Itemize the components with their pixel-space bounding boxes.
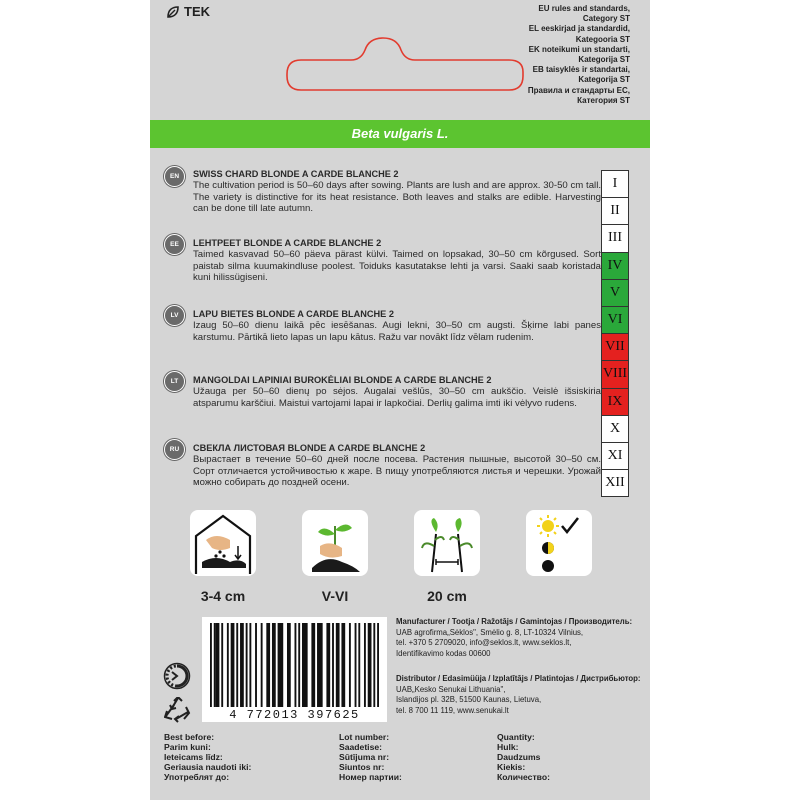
barcode-bar [377, 623, 379, 707]
barcode-bar [302, 623, 308, 707]
barcode-bars [202, 617, 387, 721]
planting-time-label: V-VI [321, 588, 349, 604]
lot-number-label: Saadetise: [339, 742, 382, 752]
brand-logo [166, 4, 210, 19]
lang-badge-lv: LV [164, 305, 185, 326]
quantity-label: Quantity: [497, 732, 535, 742]
barcode-bar [368, 623, 372, 707]
standards-line: Kategooria ST [575, 34, 630, 44]
quantity-label: Количество: [497, 772, 550, 782]
standards-line: Kategorija ST [578, 55, 630, 65]
barcode-bar [326, 623, 330, 707]
barcode-bar [317, 623, 323, 707]
barcode-bar [240, 623, 244, 707]
barcode-bar [364, 623, 366, 707]
barcode-bar [287, 623, 291, 707]
best-before-label: Parim kuni: [164, 742, 211, 752]
description-ru [193, 442, 601, 489]
distributor-line: UAB„Kesko Senukai Lithuania", [396, 684, 506, 694]
manufacturer-info [396, 617, 632, 660]
section-body: Вырастает в течение 50–60 дней после посева. Растения пышные, высотой 30–50 см. Сорт отличается устойчивостью к жаре. В пищу употребляются листья и черешки. Урожай можно собирать до поздней осени. [193, 454, 601, 489]
barcode-number: 4 772013 397625 [202, 708, 387, 722]
manufacturer-line: UAB agrofirma„Sėklos", Smėlio g. 8, LT-10324 Vilnius, [396, 627, 584, 637]
barcode-bar [266, 623, 270, 707]
section-body: Užauga per 50–60 dienų po sėjos. Augalai vešlūs, 30–50 cm aukščio. Veislė išsiskiria atsparumu karščiui. Maistui vartojami lapai ir lapkočiai. Derlių galima imti iki vėlyvo rudens. [193, 386, 601, 409]
description-lv [193, 308, 601, 343]
standards-line: Kategorija ST [578, 75, 630, 85]
section-title: LEHTPEET BLONDE A CARDE BLANCHE 2 [193, 238, 382, 248]
manufacturer-line: tel. +370 5 2709020, info@seklos.lt, www.seklos.lt, [396, 638, 572, 648]
recycle-icon [164, 697, 192, 723]
section-title: СВЕКЛА ЛИСТОВАЯ BLONDE A CARDE BLANCHE 2 [193, 443, 426, 453]
lot-number-label: Номер партии: [339, 772, 402, 782]
section-title: MANGOLDAI LAPINIAI BUROKĖLIAI BLONDE A CARDE BLANCHE 2 [193, 375, 492, 385]
barcode-bar [227, 623, 229, 707]
month-cell-sow: VI [601, 307, 629, 334]
barcode-bar [358, 623, 360, 707]
planting-time-icon [302, 510, 368, 576]
barcode-bar [311, 623, 315, 707]
standards-line: EK noteikumi un standarti, [528, 44, 630, 54]
best-before-label: Best before: [164, 732, 215, 742]
barcode-bar [214, 623, 216, 707]
manufacturer-heading: Manufacturer / Tootja / Ražotājs / Gamintojas / Производитель: [396, 617, 633, 626]
section-title: SWISS CHARD BLONDE A CARDE BLANCHE 2 [193, 169, 399, 179]
sowing-depth-label: 3-4 cm [200, 588, 246, 604]
lang-badge-ee: EE [164, 234, 185, 255]
quantity-label: Hulk: [497, 742, 519, 752]
barcode-bar [355, 623, 357, 707]
lot-number-label: Sūtījuma nr: [339, 752, 390, 762]
month-cell-harvest: IX [601, 389, 629, 416]
distributor-info [396, 674, 641, 717]
brand-name: TEK [184, 4, 210, 19]
barcode-bar [272, 623, 276, 707]
plant-spacing-label: 20 cm [427, 588, 467, 604]
leaf-logo-icon [166, 5, 180, 19]
description-en [193, 168, 601, 215]
standards-line: Category ST [582, 14, 630, 24]
lang-badge-lt: LT [164, 371, 185, 392]
month-cell: XI [601, 443, 629, 470]
manufacturer-line: Identifikavimo kodas 00600 [396, 649, 491, 659]
standards-line: Категория ST [577, 95, 630, 105]
barcode-bar [236, 623, 238, 707]
barcode-bar [295, 623, 297, 707]
quantity-label: Daudzums [497, 752, 541, 762]
barcode [202, 617, 387, 721]
barcode-bar [336, 623, 340, 707]
barcode-bar [210, 623, 212, 707]
barcode-bar [246, 623, 248, 707]
section-body: Izaug 50–60 dienu laikā pēc iesēšanas. Augi lekni, 30–50 cm augsti. Šķirne labi panes karstumu. Pārtikā lieto lapas un lapu kātus. Ražu var novākt līdz vēlam rudenim. [193, 320, 601, 343]
barcode-bar [349, 623, 351, 707]
section-body: Taimed kasvavad 50–60 päeva pärast külvi. Taimed on lopsakad, 30–50 cm kõrgused. Sort paistab silma kuumakindluse poolest. Toiduks kasutatakse lehti ja varsi. Saaki saab koristada kuni hilissügiseni. [193, 249, 601, 284]
standards-line: EB taisyklės ir standartai, [532, 65, 630, 75]
barcode-bar [249, 623, 251, 707]
best-before-labels [164, 732, 251, 782]
lot-number-labels [339, 732, 402, 782]
quantity-labels [497, 732, 550, 782]
quantity-label: Kiekis: [497, 762, 526, 772]
distributor-line: Islandijos pl. 32B, 51500 Kaunas, Lietuva, [396, 695, 542, 705]
green-dot-icon [163, 662, 191, 690]
sowing-depth-icon [190, 510, 256, 576]
barcode-bar [231, 623, 235, 707]
distributor-line: tel. 8 700 11 119, www.senukai.lt [396, 706, 509, 716]
barcode-bar [341, 623, 345, 707]
month-cell-sow: V [601, 280, 629, 307]
standards-line: EU rules and standards, [538, 4, 630, 13]
lang-badge-ru: RU [164, 439, 185, 460]
barcode-bar [332, 623, 334, 707]
barcode-bar [278, 623, 284, 707]
best-before-label: Употреблят до: [164, 772, 230, 782]
section-title: LAPU BIETES BLONDE A CARDE BLANCHE 2 [193, 309, 394, 319]
barcode-bar [261, 623, 263, 707]
lot-number-label: Lot number: [339, 732, 390, 742]
barcode-bar [298, 623, 300, 707]
month-cell-sow: IV [601, 253, 629, 280]
month-cell: III [601, 225, 629, 252]
species-name: Beta vulgaris L. [351, 126, 449, 141]
description-lt [193, 374, 601, 409]
description-ee [193, 237, 601, 284]
section-body: The cultivation period is 50–60 days after sowing. Plants are lush and are approx. 30-50 cm tall. The variety is distinctive for its heat resistance. Both leaves and stalks are edible. Harvesting can be done till late autumn. [193, 180, 601, 215]
sun-exposure-icon [526, 510, 592, 576]
hang-hole-outline [285, 36, 525, 92]
month-cell: X [601, 416, 629, 443]
best-before-label: Ieteicams līdz: [164, 752, 223, 762]
distributor-heading: Distributor / Edasimüüja / Izplatītājs / Platintojas / Дистрибьютор: [396, 674, 641, 683]
month-cell: II [601, 198, 629, 225]
month-cell-harvest: VIII [601, 361, 629, 388]
month-cell: I [601, 170, 629, 198]
standards-line: Правила и стандарты ЕС, [527, 85, 630, 95]
plant-spacing-icon [414, 510, 480, 576]
barcode-bar [216, 623, 220, 707]
barcode-bar [373, 623, 375, 707]
month-calendar [601, 170, 629, 497]
barcode-bar [255, 623, 257, 707]
lang-badge-en: EN [164, 166, 185, 187]
standards-line: EL eeskirjad ja standardid, [528, 24, 630, 34]
barcode-bar [221, 623, 223, 707]
lot-number-label: Siuntos nr: [339, 762, 385, 772]
month-cell-harvest: VII [601, 334, 629, 361]
standards-block [528, 4, 630, 106]
month-cell: XII [601, 470, 629, 497]
best-before-label: Geriausia naudoti iki: [164, 762, 252, 772]
